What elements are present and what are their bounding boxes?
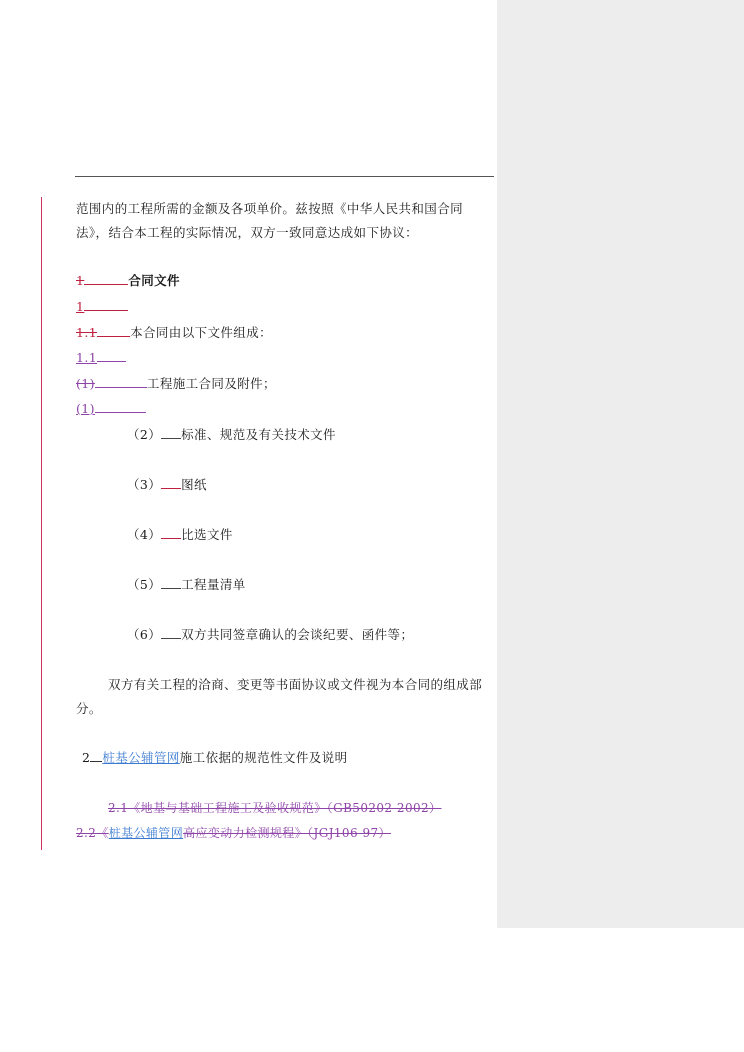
section2-heading	[82, 750, 347, 766]
tab-deleted	[84, 275, 128, 285]
item-1-1-num-deleted: 1.1	[76, 325, 98, 340]
list-item-num: （4）	[127, 527, 162, 542]
list-item	[127, 577, 246, 593]
item-1-1	[76, 325, 272, 341]
ref-2-prefix: 2.2《	[76, 826, 109, 840]
list-item	[127, 527, 233, 543]
tab-inserted	[97, 352, 126, 362]
ref-1-deleted	[108, 800, 441, 816]
closing-line-2: 分。	[76, 701, 102, 716]
list-item-num: （3）	[127, 477, 162, 492]
header-rule	[75, 176, 494, 177]
item-1-1-inserted	[76, 350, 126, 366]
list-item-text: 工程量清单	[181, 577, 246, 592]
list-item-text: 比选文件	[181, 527, 233, 542]
list-item-num: （6）	[127, 627, 162, 642]
tab-mark	[161, 480, 181, 489]
item-a-num-deleted: (1)	[76, 376, 95, 391]
tab-inserted	[84, 302, 128, 311]
list-item-text: 图纸	[181, 477, 207, 492]
list-item	[127, 427, 336, 443]
item-a-text: 工程施工合同及附件；	[146, 376, 276, 391]
closing-line-1: 双方有关工程的洽商、变更等书面协议或文件视为本合同的组成部	[108, 677, 483, 692]
tab-mark	[161, 580, 181, 589]
comment-pane	[497, 0, 744, 928]
change-bar	[41, 197, 42, 850]
item-a	[76, 376, 276, 392]
section1-inserted	[76, 299, 128, 315]
list-item	[127, 627, 413, 643]
ref-2-deleted	[76, 825, 391, 841]
tab-mark	[161, 630, 181, 639]
tab-mark	[161, 430, 181, 439]
ref-1-text: 2.1《地基与基础工程施工及验收规范》（GB50202-2002）	[108, 801, 442, 815]
section2-inserted: 桩基公辅管网	[102, 750, 180, 765]
section1-title: 合同文件	[128, 273, 180, 288]
intro-line-1: 范围内的工程所需的金额及各项单价。兹按照《中华人民共和国合同	[76, 201, 464, 216]
intro-line-2: 法》，结合本工程的实际情况，双方一致同意达成如下协议：	[76, 225, 419, 240]
tab-mark	[90, 752, 102, 762]
section1-heading	[76, 273, 180, 289]
item-a-inserted	[76, 401, 146, 417]
list-item-text: 双方共同签章确认的会谈纪要、函件等；	[181, 627, 414, 642]
ref-2-suffix: 高应变动力检测规程》（JGJ106-97）	[183, 826, 391, 840]
tab-deleted	[95, 378, 147, 388]
item-1-1-text: 本合同由以下文件组成：	[130, 325, 272, 340]
list-item-text: 标准、规范及有关技术文件	[181, 427, 336, 442]
section1-num-deleted: 1	[76, 273, 85, 288]
list-item	[127, 477, 207, 493]
section1-num-inserted: 1	[76, 299, 85, 314]
item-a-num-inserted: (1)	[76, 401, 95, 416]
item-1-1-num-inserted: 1.1	[76, 350, 98, 365]
section2-text: 施工依据的规范性文件及说明	[179, 750, 348, 765]
list-item-num: （2）	[127, 427, 162, 442]
tab-deleted	[97, 327, 130, 337]
list-item-num: （5）	[127, 577, 162, 592]
section2-num: 2	[82, 750, 91, 765]
tab-inserted	[95, 403, 146, 413]
ref-2-inserted: 桩基公辅管网	[108, 826, 184, 840]
tab-mark	[161, 530, 181, 539]
